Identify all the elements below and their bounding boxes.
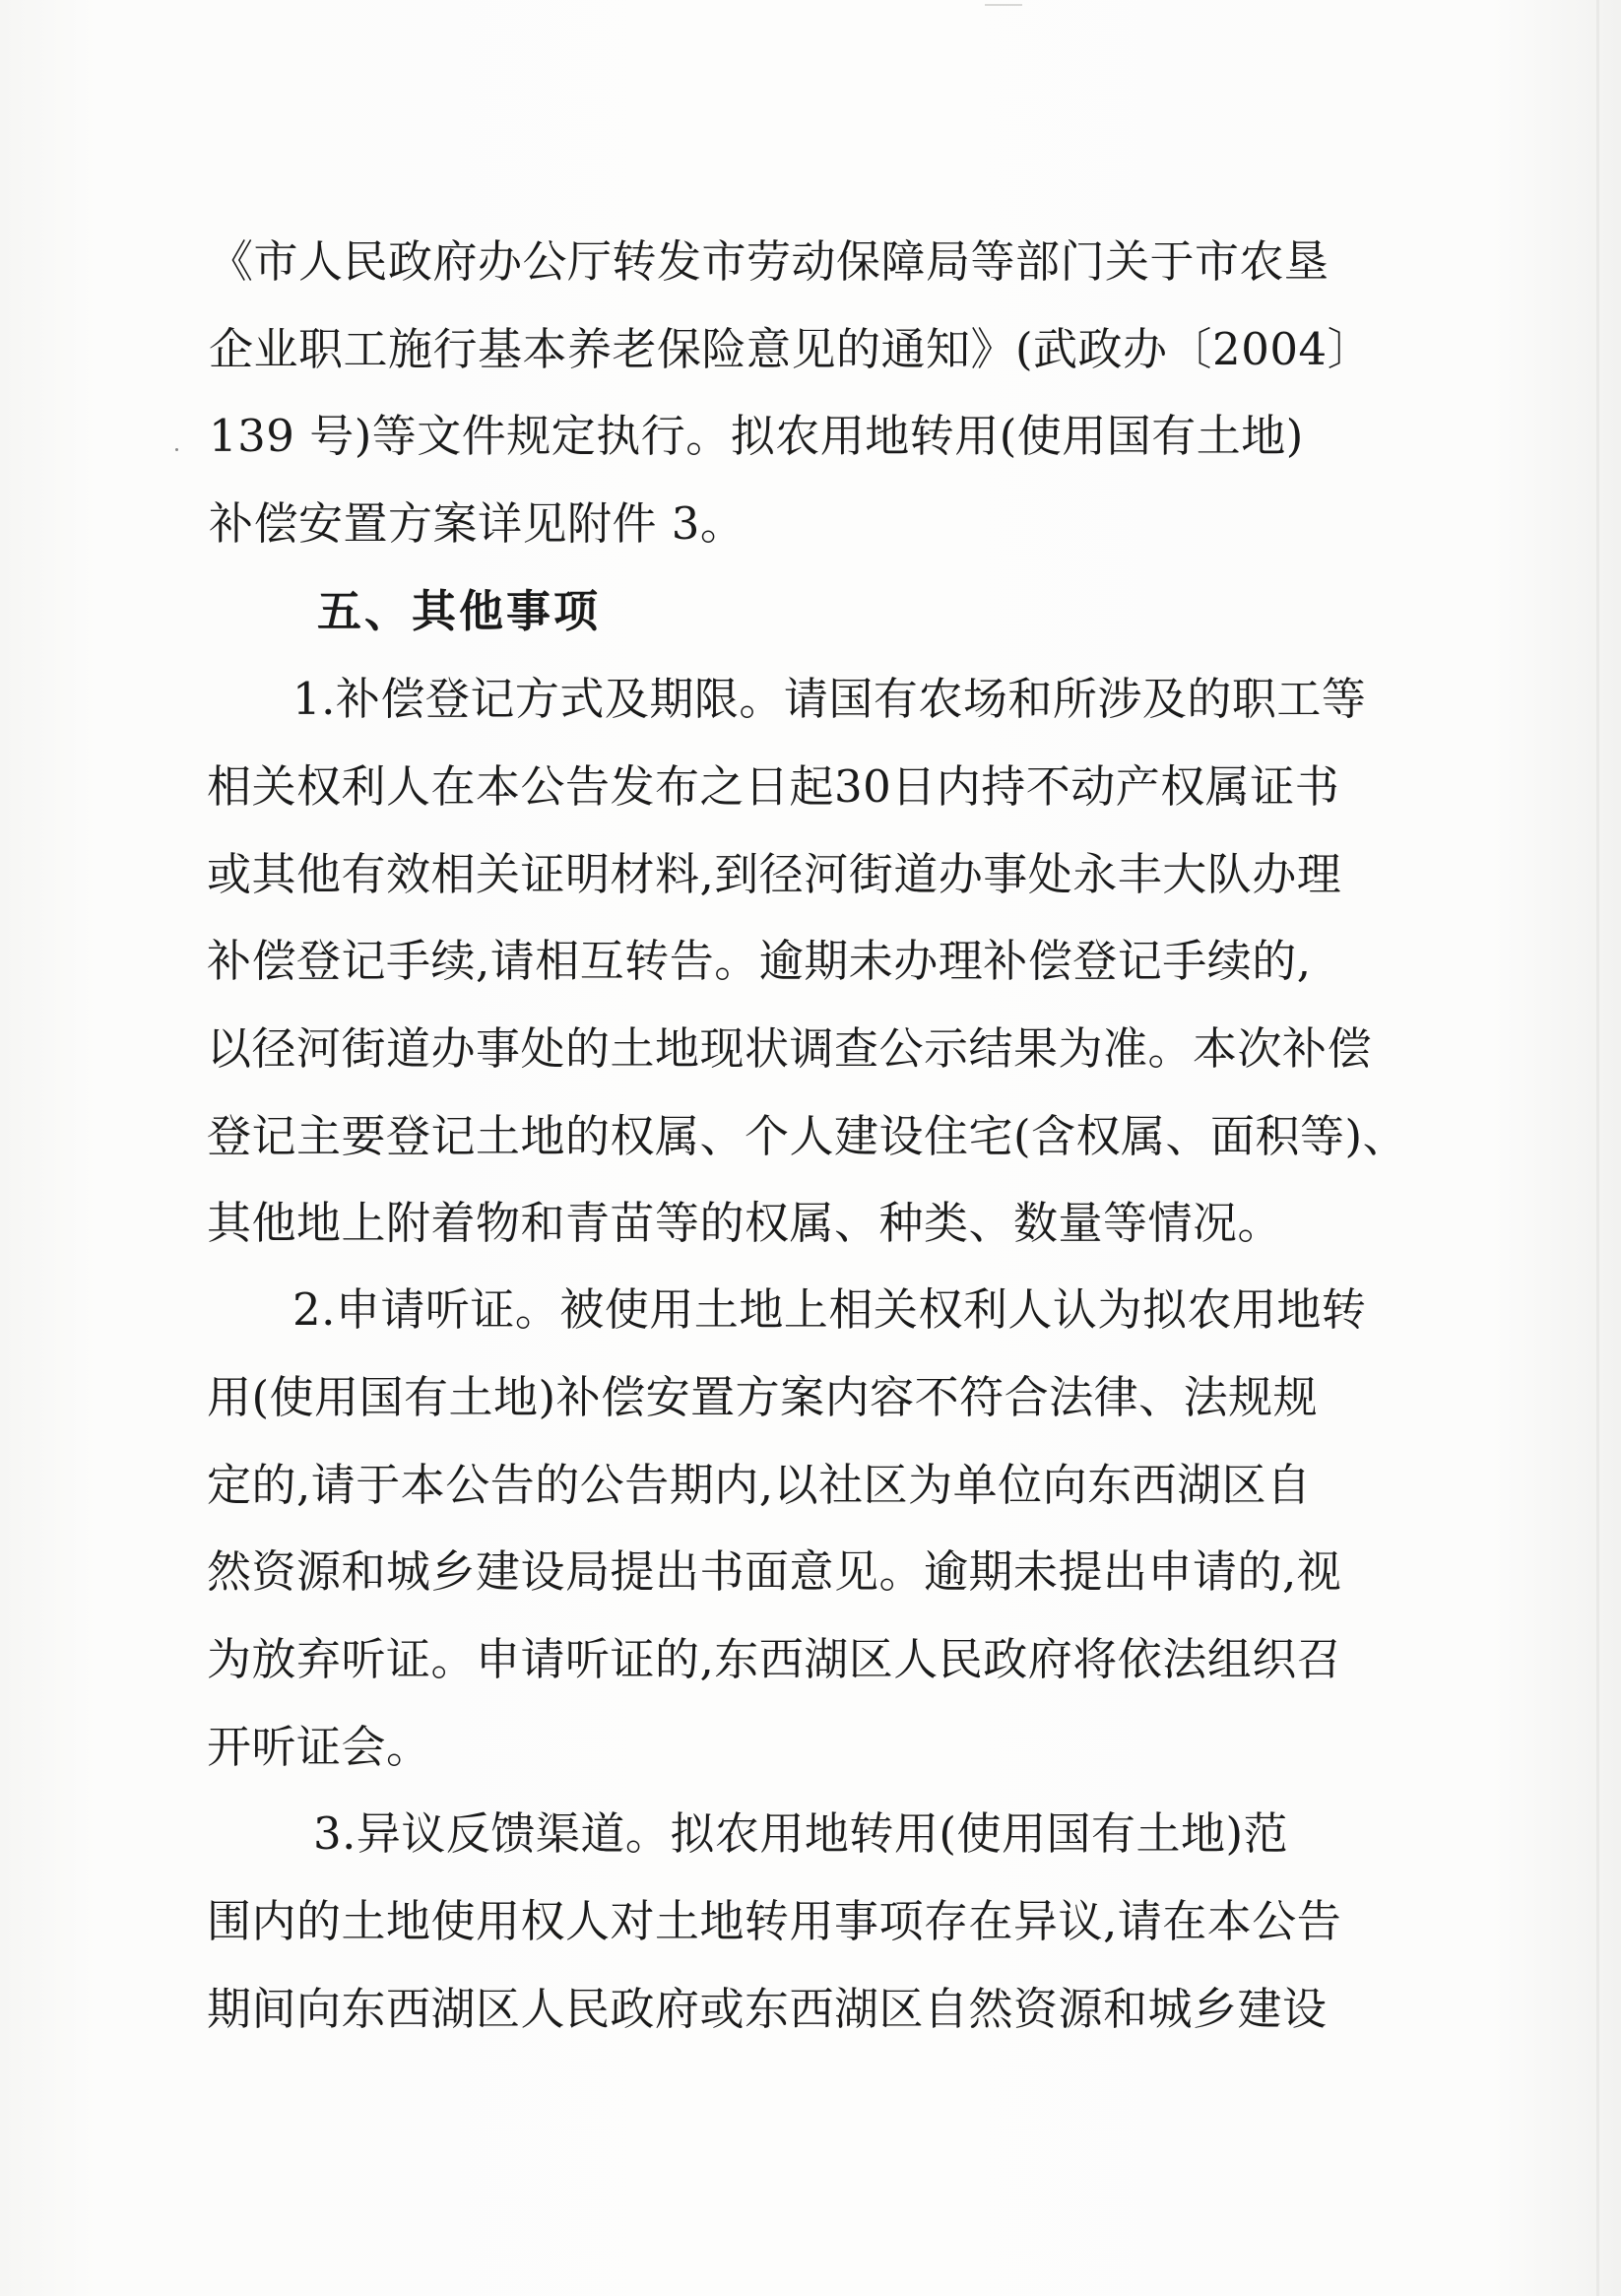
text-line: 定的,请于本公告的公告期内,以社区为单位向东西湖区自 — [207, 1459, 1312, 1511]
text-line: 期间向东西湖区人民政府或东西湖区自然资源和城乡建设 — [207, 1983, 1328, 2035]
scan-edge — [1596, 0, 1599, 2296]
text-line: 登记主要登记土地的权属、个人建设住宅(含权属、面积等)、 — [207, 1110, 1408, 1162]
text-line: 然资源和城乡建设局提出书面意见。逾期未提出申请的,视 — [207, 1545, 1342, 1598]
text-line: 或其他有效相关证明材料,到径河街道办事处永丰大队办理 — [207, 848, 1342, 900]
paragraph-start: 3.异议反馈渠道。拟农用地转用(使用国有土地)范 — [313, 1807, 1289, 1860]
section-heading: 五、其他事项 — [317, 585, 602, 637]
paragraph-start: 2.申请听证。被使用土地上相关权利人认为拟农用地转 — [292, 1283, 1367, 1336]
text-line: 补偿安置方案详见附件 3。 — [209, 497, 746, 550]
text-line: 开听证会。 — [207, 1721, 431, 1773]
text-line: 围内的土地使用权人对土地转用事项存在异议,请在本公告 — [207, 1895, 1342, 1947]
text-line: 其他地上附着物和青苗等的权属、种类、数量等情况。 — [207, 1197, 1283, 1249]
text-line: 139 号)等文件规定执行。拟农用地转用(使用国有土地) — [209, 410, 1304, 462]
text-line: 用(使用国有土地)补偿安置方案内容不符合法律、法规规 — [207, 1371, 1319, 1423]
scan-mark — [985, 4, 1022, 6]
text-line: 《市人民政府办公厅转发市劳动保障局等部门关于市农垦 — [209, 235, 1329, 288]
text-line: 以径河街道办事处的土地现状调查公示结果为准。本次补偿 — [207, 1022, 1373, 1075]
text-line: 为放弃听证。申请听证的,东西湖区人民政府将依法组织召 — [207, 1633, 1342, 1685]
text-line: 补偿登记手续,请相互转告。逾期未办理补偿登记手续的, — [207, 935, 1312, 987]
scan-speck — [175, 448, 178, 451]
text-line: 相关权利人在本公告发布之日起30日内持不动产权属证书 — [207, 760, 1340, 813]
paragraph-start: 1.补偿登记方式及期限。请国有农场和所涉及的职工等 — [292, 673, 1367, 725]
text-line: 企业职工施行基本养老保险意见的通知》(武政办〔2004〕 — [209, 323, 1373, 375]
